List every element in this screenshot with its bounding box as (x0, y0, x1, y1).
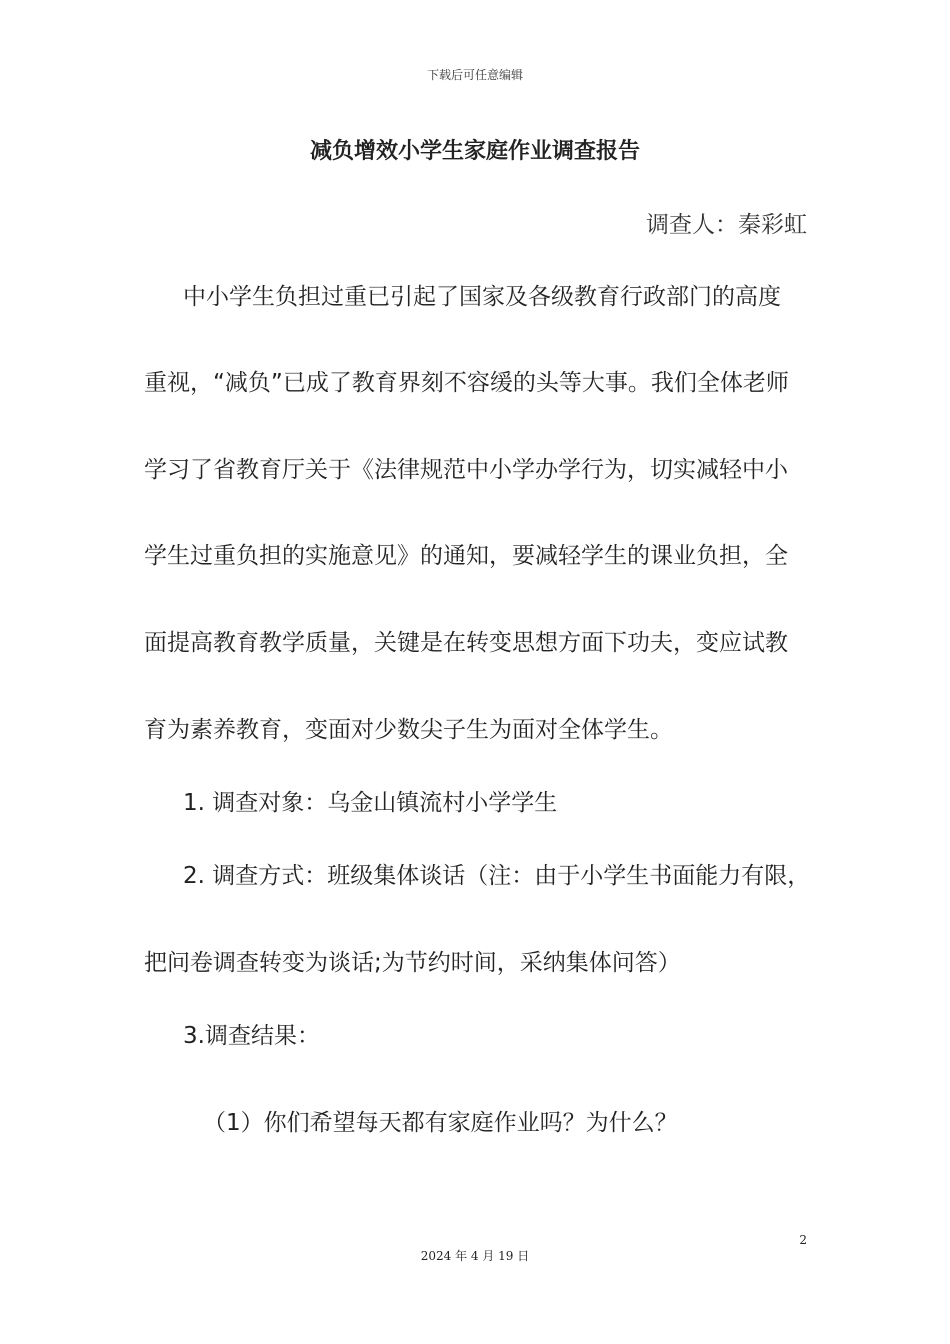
document-title: 减负增效小学生家庭作业调查报告 (309, 139, 640, 164)
footer-date: 2024 年 4 月 19 日 (420, 1249, 530, 1263)
intro-line-2: 重视，“减负”已成了教育界刻不容缓的头等大事。我们全体老师 (144, 370, 789, 396)
survey-results-heading: 3.调查结果： (183, 1023, 320, 1049)
page-number: 2 (799, 1233, 807, 1247)
survey-method-line-2: 把问卷调查转变为谈话;为节约时间，采纳集体问答） (144, 950, 681, 976)
question-1: （1）你们希望每天都有家庭作业吗？为什么？ (203, 1110, 678, 1136)
intro-line-6: 育为素养教育，变面对少数尖子生为面对全体学生。 (144, 717, 673, 743)
survey-subject-item: 1. 调查对象：乌金山镇流村小学学生 (183, 790, 558, 816)
intro-line-4: 学生过重负担的实施意见》的通知，要减轻学生的课业负担，全 (144, 543, 788, 569)
survey-method-line-1: 2. 调查方式：班级集体谈话（注：由于小学生书面能力有限， (183, 863, 811, 889)
author-line: 调查人：秦彩虹 (646, 212, 807, 238)
intro-line-1: 中小学生负担过重已引起了国家及各级教育行政部门的高度 (183, 284, 781, 310)
intro-line-3: 学习了省教育厅关于《法律规范中小学办学行为，切实减轻中小 (144, 457, 788, 483)
intro-line-5: 面提高教育教学质量，关键是在转变思想方面下功夫，变应试教 (144, 630, 788, 656)
page-header: 下载后可任意编辑 (426, 68, 523, 82)
